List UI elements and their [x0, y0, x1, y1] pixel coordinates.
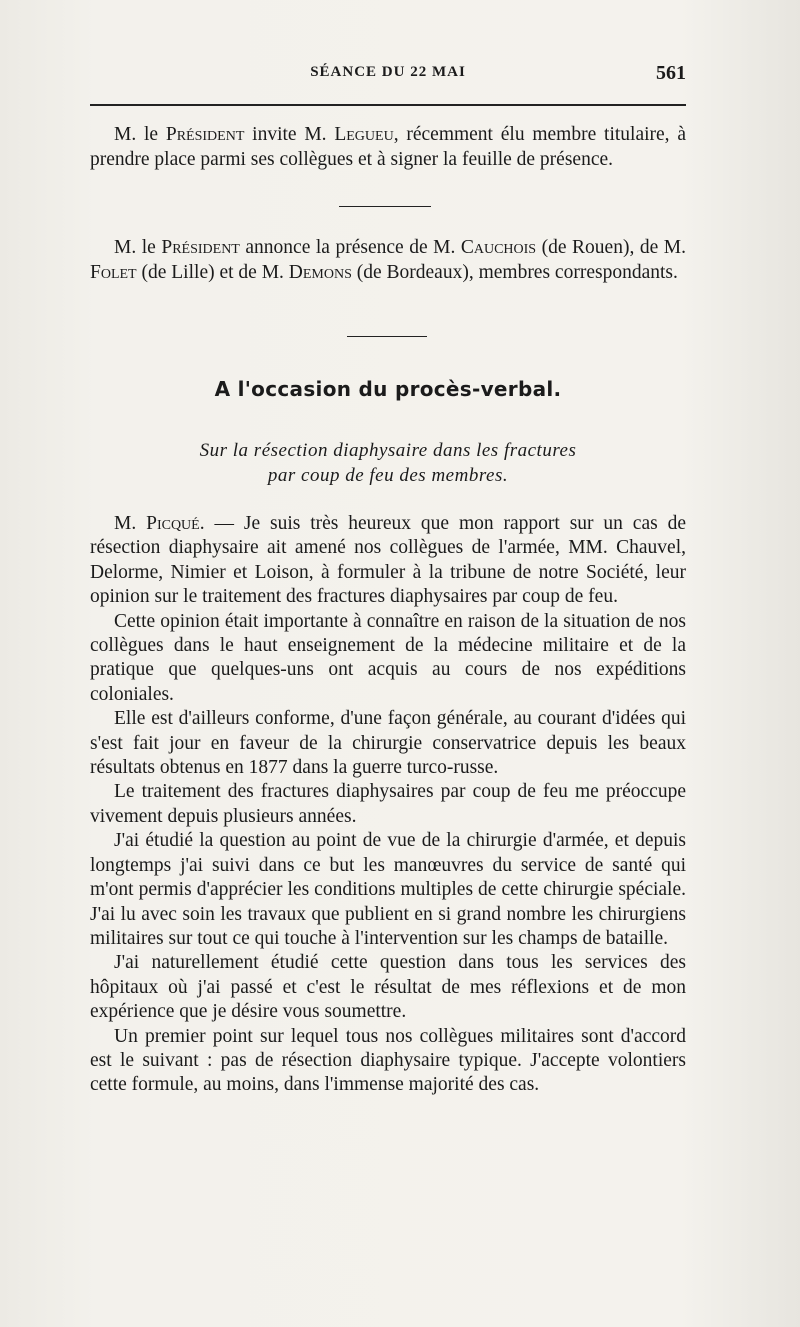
- header-rule: [90, 104, 686, 106]
- running-title: SÉANCE DU 22 MAI: [310, 64, 466, 80]
- speaker-name: M. Picqué.: [114, 513, 205, 534]
- announcement-legueu: [90, 123, 686, 172]
- announcement-text: (de Rouen), de M.: [536, 237, 686, 258]
- role-president: Président: [165, 124, 245, 145]
- name-folet: Folet: [90, 261, 137, 283]
- paragraph: J'ai étudié la question au point de vue de la chirurgie d'armée, et depuis longtemps j'ai suivi dans ce but les manœuvres du service de santé qui m'ont permis d'apprécier les conditions multiples de cette chirurgie spéciale. J'ai lu avec soin les travaux que publient en si grand nombre les chirurgiens militaires sur tout ce qui touche à l'intervention sur les champs de bataille.: [90, 830, 686, 949]
- body-text: [90, 512, 686, 1098]
- name-legueu: Legueu: [334, 124, 394, 145]
- name-demons: Demons: [288, 261, 352, 283]
- running-header: [90, 64, 686, 92]
- paragraph: Le traitement des fractures diaphysaires par coup de feu me préoccupe vivement depuis plusieurs années.: [90, 781, 686, 827]
- subtitle-line: Sur la résection diaphysaire dans les fractures: [199, 440, 577, 461]
- announcement-text: (de Lille) et de M.: [136, 261, 289, 283]
- name-cauchois: Cauchois: [460, 237, 537, 258]
- announcement-text: invite M.: [244, 124, 335, 145]
- paragraph: Un premier point sur lequel tous nos collègues militaires sont d'accord est le suivant : pas de résection diaphysaire typique. J'accepte volontiers cette formule, au moins, dans l'immense majorité des cas.: [90, 1025, 686, 1096]
- paragraph: [90, 512, 686, 610]
- paragraph: Cette opinion était importante à connaître en raison de la situation de nos collègues dans le haut enseignement de la médecine militaire et de la pratique que quelques-uns ont acquis au cours de nos expéditions coloniales.: [90, 610, 686, 705]
- role-president: Président: [161, 237, 240, 258]
- announcement-text: (de Bordeaux), membres correspondants.: [351, 261, 678, 283]
- section-subtitle: [90, 438, 686, 488]
- paragraph-text: — Je suis très heureux que mon rapport sur un cas de résection diaphysaire ait amené nos collègues de l'armée, MM. Chauvel, Delorme, Nimier et Loison, à formuler à la tribune de notre Société, leur opinion sur le traitement des fractures diaphysaires par coup de feu.: [90, 513, 686, 608]
- announcement-prefix: M. le: [114, 124, 166, 145]
- subtitle-line: par coup de feu des membres.: [267, 465, 509, 486]
- paragraph: J'ai naturellement étudié cette question dans tous les services des hôpitaux où j'ai passé et c'est le résultat de mes réflexions et de mon expérience que je désire vous soumettre.: [90, 952, 686, 1023]
- page-number: 561: [656, 62, 686, 84]
- announcement-correspondants: [90, 236, 686, 285]
- announcement-rest: , récemment élu membre titulaire, à prendre place parmi ses collègues et à signer la feuille de présence.: [90, 124, 686, 170]
- announcement-prefix: M. le: [114, 237, 162, 258]
- separator-rule: [339, 206, 431, 207]
- announcement-text: annonce la présence de M.: [239, 237, 461, 258]
- section-heading: A l'occasion du procès-verbal.: [214, 377, 562, 401]
- paragraph: Elle est d'ailleurs conforme, d'une façon générale, au courant d'idées qui s'est fait jour en faveur de la chirurgie conservatrice depuis les beaux résultats obtenus en 1877 dans la guerre turco-russe.: [90, 708, 686, 779]
- separator-rule: [347, 336, 427, 337]
